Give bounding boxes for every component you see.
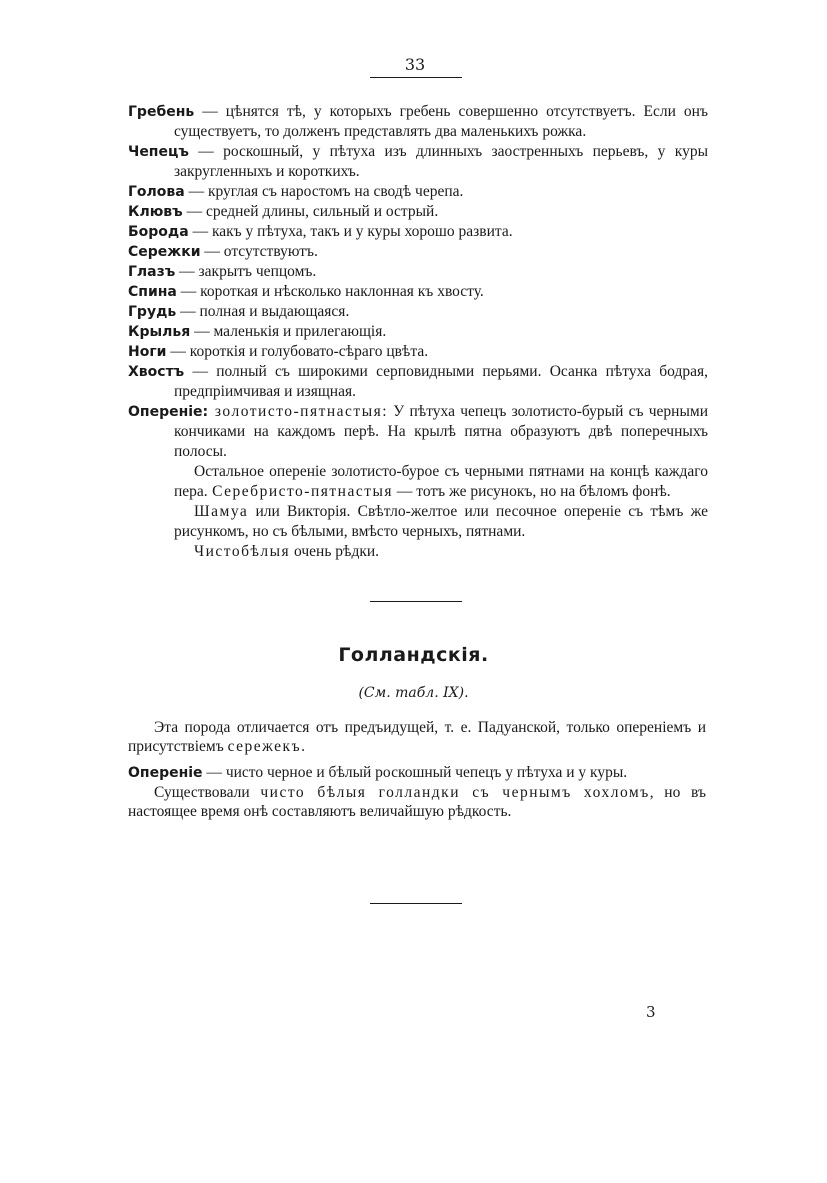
entry-term: Чепецъ bbox=[128, 144, 189, 160]
breed-features bbox=[128, 102, 708, 562]
entry-tail bbox=[128, 362, 708, 402]
paragraph-text: Эта порода отличается отъ предъидущей, т. е. Падуанской, только опереніемъ и присутствіемъ bbox=[128, 719, 706, 755]
entry-text: — закрытъ чепцомъ. bbox=[175, 263, 317, 280]
entry-head bbox=[128, 182, 708, 202]
entry-text: — короткая и нѣсколько наклонная къ хвосту. bbox=[176, 283, 484, 300]
paragraph-text: , но въ настоящее время онѣ составляютъ величайшую рѣдкость. bbox=[128, 784, 706, 820]
entry-term: Опереніе: bbox=[128, 404, 209, 420]
entry-wings bbox=[128, 322, 708, 342]
signature-mark: 3 bbox=[646, 1003, 656, 1021]
entry-plumage bbox=[128, 402, 708, 462]
entry-term: Спина bbox=[128, 284, 177, 300]
entry-beard bbox=[128, 222, 708, 242]
paragraph-text: Существовали bbox=[154, 784, 261, 801]
entry-text: — полная и выдающаяся. bbox=[176, 303, 350, 320]
variety-name: золотисто-пятнастыя: bbox=[208, 403, 389, 420]
emphasis-text: сережекъ bbox=[227, 738, 302, 755]
entry-breast bbox=[128, 302, 708, 322]
entry-term: Грудь bbox=[128, 304, 177, 320]
entry-term: Опереніе bbox=[128, 765, 203, 781]
section-body bbox=[128, 718, 706, 821]
plumage-paragraph bbox=[128, 502, 708, 542]
paragraph-text: или Викторія. Свѣтло-желтое или песочное опереніе съ тѣмъ же рисункомъ, но съ бѣлыми, вмѣсто черныхъ, пятнами. bbox=[174, 503, 708, 540]
plumage-paragraph bbox=[128, 542, 708, 562]
entry-term: Клювъ bbox=[128, 204, 183, 220]
paragraph-text: Остальное опереніе золотисто-бурое съ черными пятнами на концѣ каждаго пера. bbox=[174, 463, 708, 500]
variety-name: Чистобѣлыя bbox=[194, 543, 291, 560]
end-divider bbox=[370, 903, 462, 904]
entry-text: У пѣтуха чепецъ золотисто-бурый съ черными кончиками на каждомъ перѣ. На крылѣ пятна образуютъ двѣ поперечныхъ полосы. bbox=[174, 403, 708, 460]
entry-comb bbox=[128, 102, 708, 142]
intro-paragraph bbox=[128, 718, 706, 756]
paragraph-text: — тотъ же рисунокъ, но на бѣломъ фонѣ. bbox=[393, 483, 671, 500]
emphasis-text: чисто бѣлыя голландки съ чернымъ хохломъ bbox=[260, 784, 650, 801]
entry-beak bbox=[128, 202, 708, 222]
header-rule bbox=[370, 77, 462, 78]
entry-text: — короткія и голубовато-сѣраго цвѣта. bbox=[166, 343, 429, 360]
entry-wattles bbox=[128, 242, 708, 262]
entry-text: — полный съ широкими серповидными перьями. Осанка пѣтуха бодрая, предпріимчивая и изящная. bbox=[174, 363, 708, 400]
paragraph-text: — чисто черное и бѣлый роскошный чепецъ у пѣтуха и у куры. bbox=[202, 764, 628, 781]
plate-reference: (См. табл. IX). bbox=[358, 685, 469, 701]
entry-term: Борода bbox=[128, 224, 189, 240]
entry-text: — отсутствуютъ. bbox=[200, 243, 318, 260]
entry-term: Глазъ bbox=[128, 264, 176, 280]
entry-legs bbox=[128, 342, 708, 362]
entry-text: — маленькія и прилегающія. bbox=[190, 323, 387, 340]
entry-term: Гребень bbox=[128, 104, 195, 120]
section-divider bbox=[370, 601, 462, 602]
paragraph-text: очень рѣдки. bbox=[290, 543, 380, 560]
entry-term: Ноги bbox=[128, 344, 167, 360]
entry-term: Сережки bbox=[128, 244, 201, 260]
entry-text: — роскошный, у пѣтуха изъ длинныхъ заостренныхъ перьевъ, у куры закругленныхъ и короткихъ. bbox=[174, 143, 708, 180]
entry-back bbox=[128, 282, 708, 302]
entry-crest bbox=[128, 142, 708, 182]
variety-name: Шамуа bbox=[194, 503, 249, 520]
entry-term: Хвостъ bbox=[128, 364, 185, 380]
section-title: Голландскія. bbox=[338, 644, 489, 666]
entry-text: — круглая съ наростомъ на сводѣ черепа. bbox=[184, 183, 464, 200]
variety-name: Серебристо-пятнастыя bbox=[212, 483, 394, 500]
plumage-paragraph bbox=[128, 763, 706, 783]
entry-term: Крылья bbox=[128, 324, 191, 340]
entry-text: — цѣнятся тѣ, у которыхъ гребень совершенно отсутствуетъ. Если онъ существуетъ, то долженъ представлять два маленькихъ рожка. bbox=[174, 103, 708, 140]
entry-term: Голова bbox=[128, 184, 185, 200]
plumage-paragraph bbox=[128, 462, 708, 502]
entry-text: — какъ у пѣтуха, такъ и у куры хорошо развита. bbox=[188, 223, 513, 240]
entry-eye bbox=[128, 262, 708, 282]
entry-text: — средней длины, сильный и острый. bbox=[182, 203, 439, 220]
page-number: 33 bbox=[404, 55, 426, 74]
paragraph-text: . bbox=[301, 738, 305, 755]
closing-paragraph bbox=[128, 783, 706, 821]
